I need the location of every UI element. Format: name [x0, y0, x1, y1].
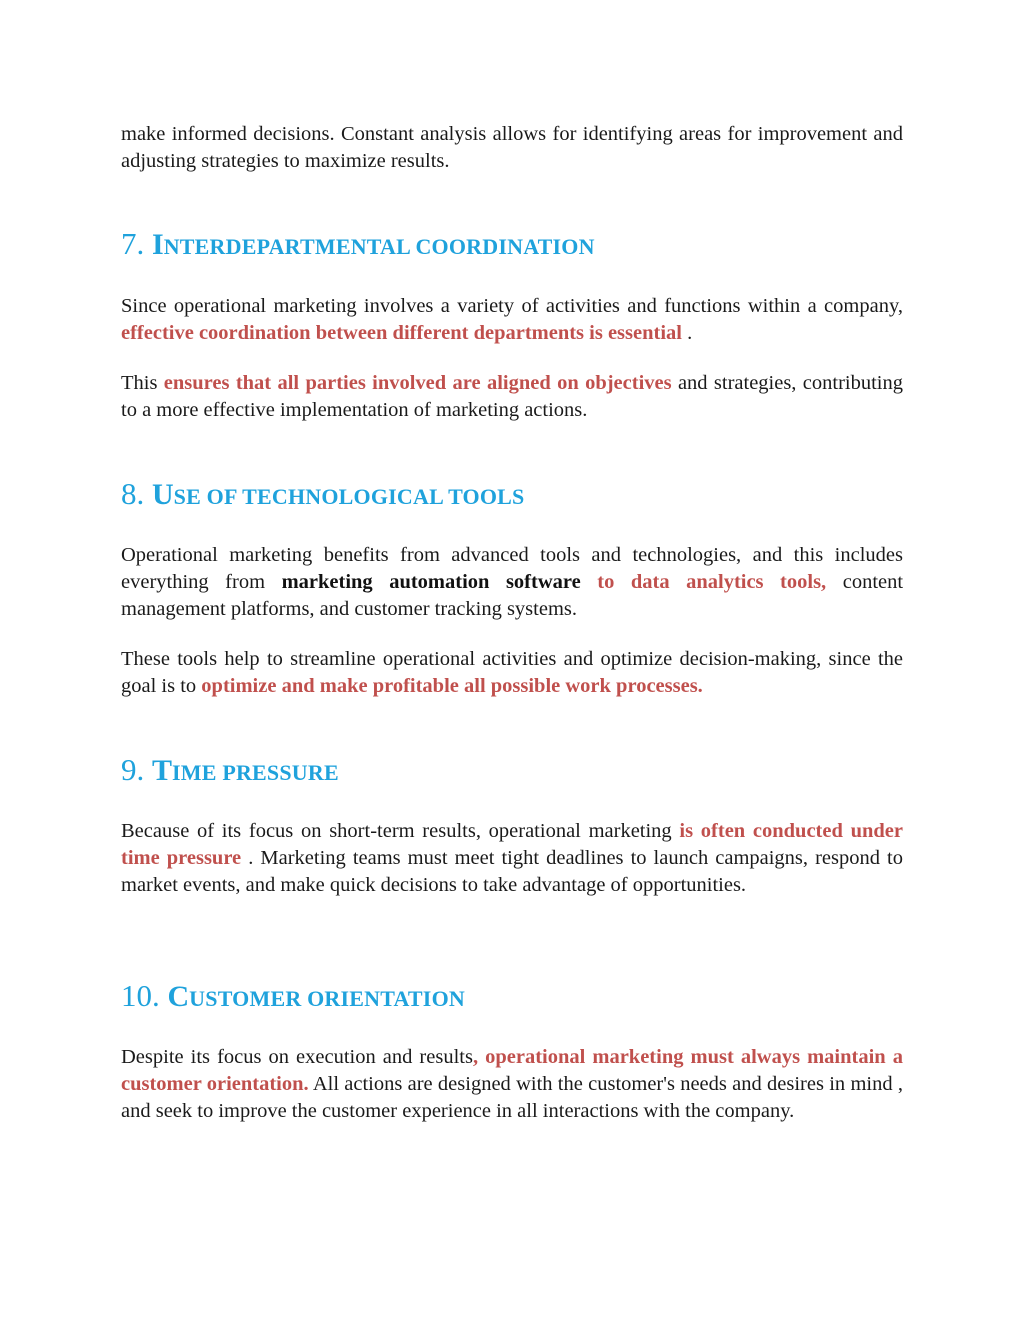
section-heading-9 — [121, 752, 903, 791]
section-title-initial: U — [152, 478, 174, 511]
section-number: 8. — [121, 476, 145, 511]
section-7-paragraph-2 — [121, 370, 903, 424]
intro-paragraph: make informed decisions. Constant analysis allows for identifying areas for improvement and adjusting strategies to maximize results. — [121, 123, 903, 172]
section-number: 7. — [121, 226, 145, 261]
section-title-initial: T — [152, 754, 173, 787]
text-run: Since operational marketing involves a variety of activities and functions within a company, — [121, 295, 903, 317]
section-10-paragraph-1 — [121, 1044, 903, 1125]
section-9-heading-block — [121, 752, 903, 791]
section-title-initial: C — [167, 980, 190, 1013]
section-8-heading-block — [121, 476, 903, 515]
section-title-rest: USTOMER ORIENTATION — [189, 986, 465, 1011]
section-10-heading-block — [121, 978, 903, 1017]
highlight-text: effective coordination between different departments is essential — [121, 322, 682, 344]
section-heading-8 — [121, 476, 903, 515]
text-run: Despite its focus on execution and results — [121, 1046, 473, 1068]
text-run: All actions are designed with the customer's needs and desires in mind , and seek to improve the customer experience in all interactions with the company. — [121, 1073, 903, 1122]
section-heading-10 — [121, 978, 903, 1017]
highlight-text: to data analytics tools, — [597, 571, 827, 593]
section-9-paragraph-1 — [121, 818, 903, 899]
section-title-initial: I — [152, 228, 164, 261]
section-7-heading-block — [121, 226, 903, 265]
text-run: . — [687, 322, 693, 344]
highlight-text: ensures that all parties involved are aligned on objectives — [163, 372, 672, 394]
text-run: . Marketing teams must meet tight deadlines to launch campaigns, respond to market events, and make quick decisions to take advantage of opportunities. — [121, 847, 903, 896]
section-number: 9. — [121, 752, 145, 787]
bold-text: marketing automation software — [281, 571, 581, 593]
highlight-text: optimize and make profitable all possible work processes. — [201, 675, 703, 697]
section-7-p1-block — [121, 293, 903, 347]
section-title-rest: NTERDEPARTMENTAL COORDINATION — [163, 234, 595, 259]
highlight-text: , operational marketing must always maintain a customer orientation. — [121, 1046, 903, 1095]
section-7-p2-block — [121, 370, 903, 424]
text-run: content management platforms, and customer tracking systems. — [121, 571, 904, 620]
section-8-p2-block — [121, 646, 903, 700]
section-8-p1-block — [121, 542, 903, 623]
section-9-p1-block — [121, 818, 903, 899]
section-heading-7 — [121, 226, 903, 265]
intro-block — [121, 121, 903, 175]
text-run: Operational marketing benefits from advanced tools and technologies, and this includes everything from — [121, 544, 903, 593]
text-run: Because of its focus on short-term results, operational marketing — [121, 820, 672, 842]
highlight-text: is often conducted under time pressure — [121, 820, 903, 869]
text-run: This — [121, 372, 158, 394]
section-7-paragraph-1 — [121, 293, 903, 347]
text-run: These tools help to streamline operational activities and optimize decision-making, since the goal is to — [121, 648, 903, 697]
section-10-p1-block — [121, 1044, 903, 1125]
section-number: 10. — [121, 978, 160, 1013]
text-run: and strategies, contributing to a more effective implementation of marketing actions. — [121, 372, 903, 421]
section-title-rest: SE OF TECHNOLOGICAL TOOLS — [173, 484, 525, 509]
section-title-rest: IME PRESSURE — [172, 760, 339, 785]
section-8-paragraph-1 — [121, 542, 903, 623]
section-8-paragraph-2 — [121, 646, 903, 700]
